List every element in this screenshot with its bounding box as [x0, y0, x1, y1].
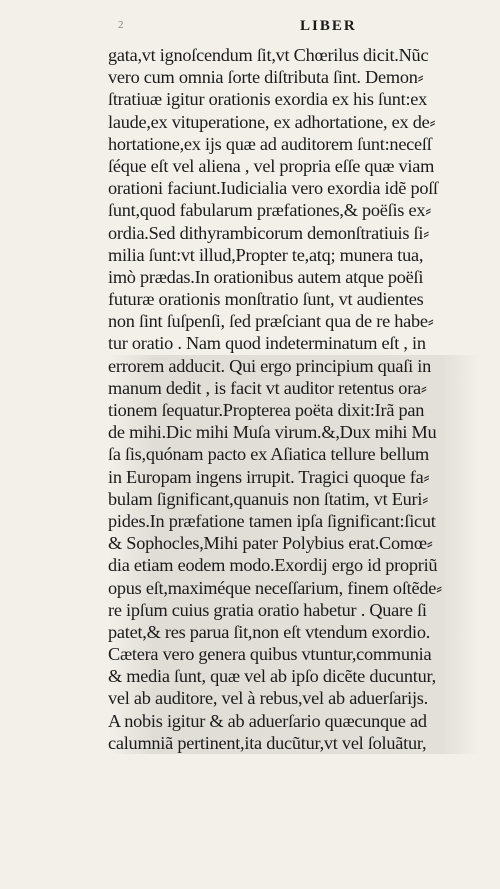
text-line: ſa ſis,quónam pacto ex Aſiatica tellure bellum: [108, 443, 480, 465]
text-line: & media ſunt, quæ vel ab ipſo dicẽte ducuntur,: [108, 665, 480, 687]
text-line: pides.In præfatione tamen ipſa ſignificant:ſicut: [108, 510, 480, 532]
text-line: ſtratiuæ igitur orationis exordia ex his ſunt:ex: [108, 89, 428, 110]
text-line: ſunt,quod fabularum præfationes,& poëſis ex⸗: [108, 200, 432, 221]
folio-mark: 2: [118, 19, 124, 31]
text-line: patet,& res parua ſit,non eſt vtendum exordio.: [108, 621, 480, 643]
text-line: Cætera vero genera quibus vtuntur,communia: [108, 643, 480, 665]
text-line: opus eſt,maximéque neceſſarium, finem oſtẽde⸗: [108, 577, 480, 599]
text-line: bulam ſignificant,quanuis non ſtatim, vt Euri⸗: [108, 488, 480, 510]
text-line: imò prædas.In orationibus autem atque poëſi: [108, 266, 424, 287]
text-line: tionem ſequatur.Propterea poëta dixit:Irã pan: [108, 399, 480, 421]
text-line: non ſint ſuſpenſi, ſed præſciant qua de re habe⸗: [108, 311, 434, 332]
text-line: & Sophocles,Mihi pater Polybius erat.Comœ⸗: [108, 532, 480, 554]
text-line: vel ab auditore, vel à rebus,vel ab aduerſarijs.: [108, 687, 480, 709]
text-line: in Europam ingens irrupit. Tragici quoque fa⸗: [108, 466, 480, 488]
running-head: LIBER: [300, 18, 357, 34]
text-line: milia ſunt:vt illud,Propter te,atq; munera tua,: [108, 244, 424, 265]
text-line: orationi faciunt.Iudicialia vero exordia idẽ poſſ: [108, 178, 438, 199]
text-line: ordia.Sed dithyrambicorum demonſtratiuis ſi⸗: [108, 222, 430, 243]
text-line: futuræ orationis monſtratio ſunt, vt audientes: [108, 289, 424, 310]
text-line: calumniã pertinent,ita ducũtur,vt vel ſoluãtur,: [108, 732, 480, 754]
text-line: gata,vt ignoſcendum ſit,vt Chœrilus dicit.Nũc: [108, 45, 429, 65]
text-line: dia etiam eodem modo.Exordij ergo id propriũ: [108, 554, 480, 576]
text-line: re ipſum cuius gratia oratio habetur . Quare ſi: [108, 599, 480, 621]
text-line: hortatione,ex ijs quæ ad auditorem ſunt:neceſſ: [108, 133, 432, 154]
text-line: tur oratio . Nam quod indeterminatum eſt , in: [108, 333, 426, 354]
body-text: [108, 44, 480, 754]
text-line: laude,ex vituperatione, ex adhortatione, ex de⸗: [108, 111, 436, 132]
text-line: manum dedit , is facit vt auditor retentus ora⸗: [108, 377, 480, 399]
text-line: A nobis igitur & ab aduerſario quæcunque ad: [108, 710, 480, 732]
text-line: de mihi.Dic mihi Muſa virum.&,Dux mihi Mu: [108, 421, 480, 443]
text-line: errorem adducit. Qui ergo principium quaſi in: [108, 355, 480, 377]
text-line: ſéque eſt vel aliena , vel propria eſſe quæ viam: [108, 155, 435, 176]
text-line: vero cum omnia ſorte diſtributa ſint. Demon⸗: [108, 67, 424, 88]
